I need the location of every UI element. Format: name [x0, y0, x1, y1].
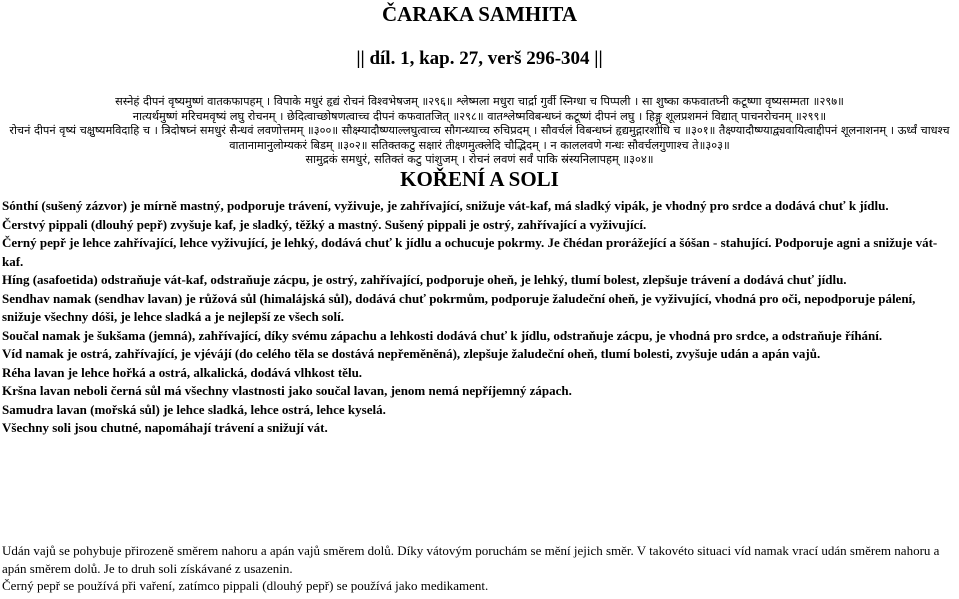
document-title: ČARAKA SAMHITA — [381, 2, 578, 26]
section-heading: KOŘENÍ A SOLI — [400, 167, 559, 191]
paragraph-sonthi: Sónthí (sušený zázvor) je mírně mastný, podporuje trávení, vyživuje, je zahřívající, snižuje vát-kaf, má sladký vipák, je vhodný pro srdce a dodává chuť k jídlu. — [2, 198, 889, 213]
paragraph-reha: Réha lavan je lehce hořká a ostrá, alkalická, dodává vlhkost tělu. — [2, 364, 363, 380]
paragraph-samudra: Samudra lavan (mořská sůl) je lehce sladká, lehce ostrá, lehce kyselá. — [2, 401, 386, 417]
sanskrit-line: सस्नेहं दीपनं वृष्यमुष्णं वातकफापहम् । विपाके मधुरं हृद्यं रोचनं विश्वभेषजम् ॥२९६॥ श्लेष्मला मधुरा चार्द्रा गुर्वी स्निग्धा च पिप्पली । सा शुष्का कफवातघ्नी कटूष्णा वृष्यसम्मता ॥२९७॥ — [115, 95, 844, 108]
paragraph-black-pepper: Černý pepř je lehce zahřívající, lehce vyživující, je lehký, dodává chuť k jídlu a ochucuje pokrmy. Je čhédan prorážející a šóšan - stahující. Podporuje agni a snižuje vát-kaf. — [2, 235, 938, 269]
sanskrit-line: नात्यर्थमुष्णं मरिचमवृष्यं लघु रोचनम् । छेदित्वाच्छोषणत्वाच्च दीपनं कफवातजित् ॥२९८॥ वातश्लेष्मविबन्धघ्नं कटूष्णं दीपनं लघु । हिङ्गु शूलप्रशमनं विद्यात् पाचनरोचनम् ॥२९९॥ — [132, 109, 827, 123]
sanskrit-line: रोचनं दीपनं वृष्यं चक्षुष्यमविदाहि च । त्रिदोषघ्नं समधुरं सैन्धवं लवणोत्तमम् ॥३००॥ सौक्ष्म्यादौष्ण्याल्लघुत्वाच्च सौगन्ध्याच्च रुचिप्रदम् । सौवर्चलं विबन्धघ्नं हृद्यमुद्गारशोधि च ॥३०१॥ तैक्ष्ण्यादौष्ण्याद्व्यवायित्वाद्दीपनं शूलनाशनम् । ऊर्ध्वं चाधश्च — [9, 124, 950, 137]
footnotes — [2, 542, 954, 595]
sanskrit-line: सामुद्रकं समधुरं, सतिक्तं कटु पांशुजम् । रोचनं लवणं सर्वं पाकि स्रंस्यनिलापहम् ॥३०४॥ — [305, 153, 654, 166]
chapter-reference: || díl. 1, kap. 27, verš 296-304 || — [356, 48, 603, 69]
paragraph-vid: Víd namak je ostrá, zahřívající, je vjévájí (do celého těla se dostává nepřeměněná), zlepšuje žaludeční oheň, tlumí bolesti, zvyšuje udán a apán vajů. — [2, 346, 821, 361]
paragraph-hing: Híng (asafoetida) odstraňuje vát-kaf, odstraňuje zácpu, je ostrý, zahřívající, podporuje oheň, je lehký, tlumí bolest, zlepšuje trávení a dodává chuť jídlu. — [2, 272, 847, 287]
note-black-pepper: Černý pepř se používá při vaření, zatímco pippali (dlouhý pepř) se používá jako medikament. — [2, 578, 489, 593]
paragraph-soucal: Součal namak je šukšama (jemná), zahřívající, díky svému zápachu a lehkosti dodává chuť k jídlu, odstraňuje zácpu, je vhodná pro srdce, a odstraňuje říhání. — [2, 327, 883, 343]
paragraph-summary: Všechny soli jsou chutné, napomáhají trávení a snižují vát. — [2, 420, 328, 435]
paragraph-pippali: Čerstvý pippali (dlouhý pepř) zvyšuje kaf, je sladký, těžký a mastný. Sušený pippali je ostrý, zahřívající a vyživující. — [2, 216, 647, 232]
sanskrit-line: वातानामानुलोम्यकरं बिडम् ॥३०२॥ सतिक्तकटु सक्षारं तीक्ष्णमुत्क्लेदि चौद्भिदम् । न काललवणे गन्धः सौवर्चलगुणाश्च ते॥३०३॥ — [229, 138, 730, 152]
paragraph-krsna: Kršna lavan neboli černá sůl má všechny vlastnosti jako součal lavan, jenom nemá nepříjemný zápach. — [2, 383, 572, 398]
note-udan-apan: Udán vajů se pohybuje přirozeně směrem nahoru a apán vajů směrem dolů. Díky vátovým poruchám se mění jejich směr. V takovéto situaci víd namak vrací udán směrem nahoru a apán směrem dolů. Je to druh soli získávané z usazenin. — [2, 543, 940, 576]
paragraph-sendhav: Sendhav namak (sendhav lavan) je růžová sůl (himalájská sůl), dodává chuť pokrmům, podporuje žaludeční oheň, je vyživující, vhodná pro oči, nepodporuje pálení, snižuje všechny dóši, je lehce sladká a je nejlepší ze všech solí. — [2, 290, 916, 324]
sanskrit-verses — [0, 95, 959, 168]
translation-body — [2, 197, 954, 438]
